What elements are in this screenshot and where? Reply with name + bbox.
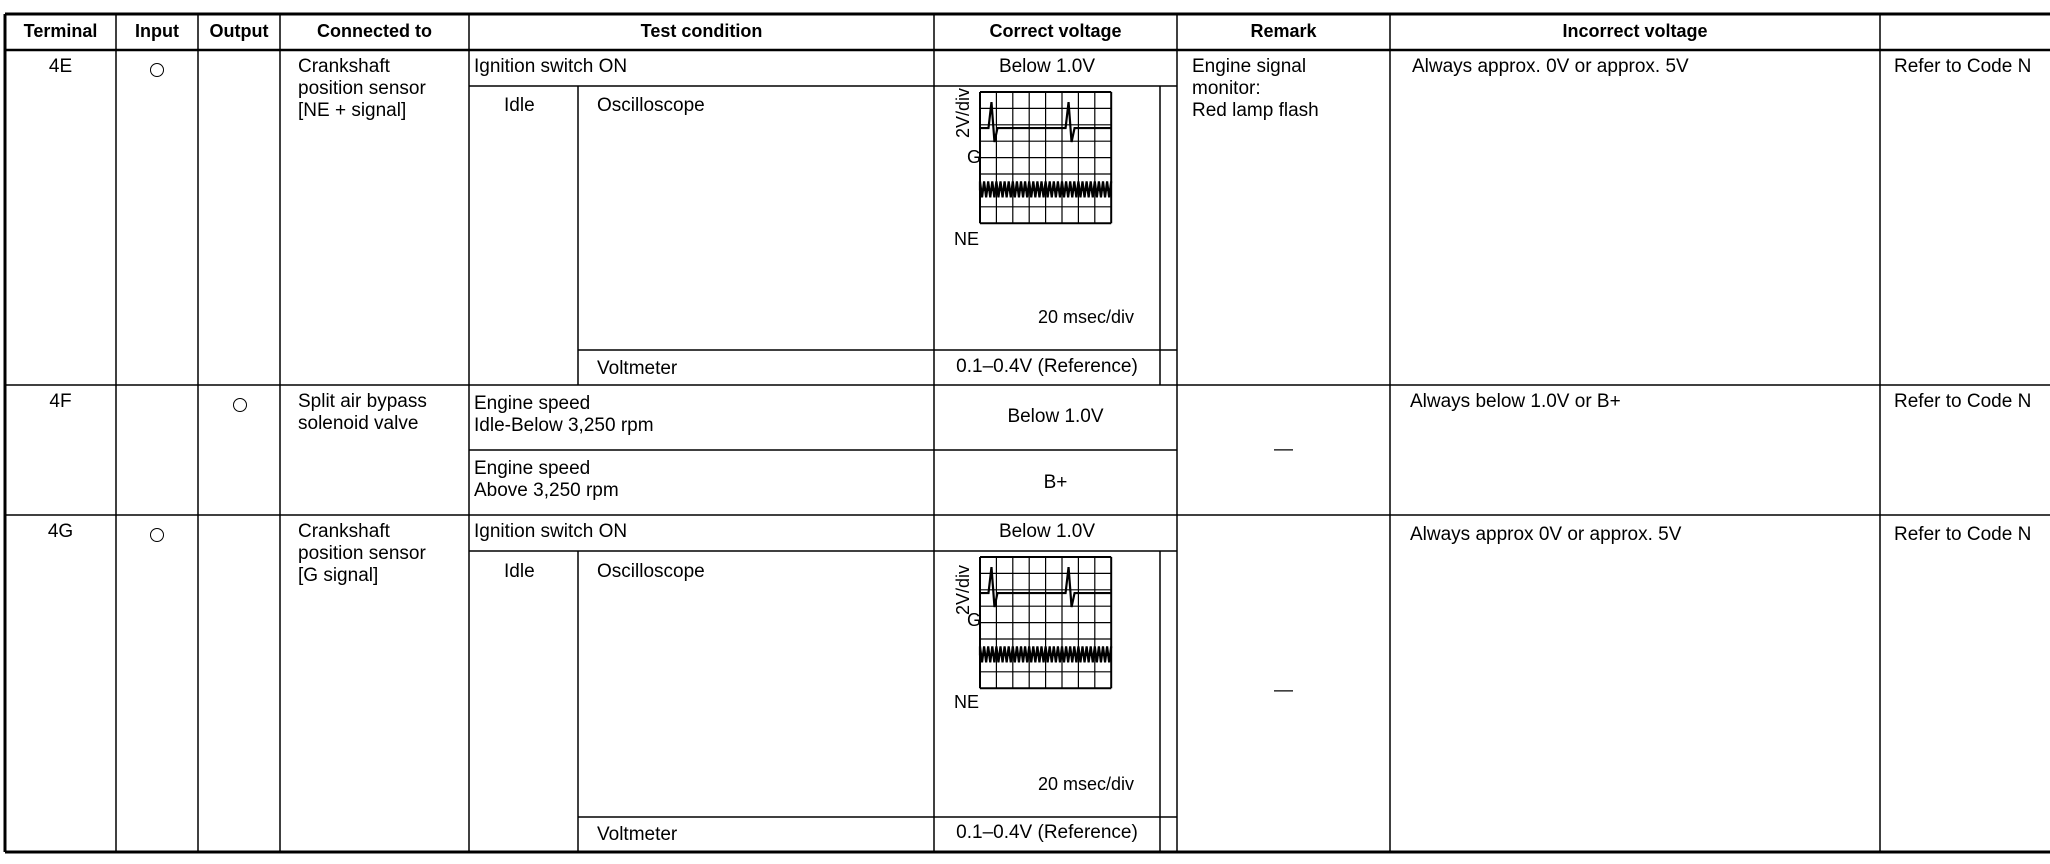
scope-ne-label: NE bbox=[954, 692, 980, 712]
scope-vdiv-label: 2V/div bbox=[953, 564, 973, 615]
row-4g-voltage: Below 1.0V bbox=[998, 521, 1096, 542]
output-mark-icon bbox=[233, 398, 247, 412]
row-4g-condition: Ignition switch ON bbox=[474, 521, 628, 542]
row-4f-incorrect-voltage: Always below 1.0V or B+ bbox=[1410, 391, 1621, 412]
header-test-condition: Test condition bbox=[640, 21, 763, 41]
row-4e-voltmeter-voltage: 0.1–0.4V (Reference) bbox=[956, 356, 1138, 377]
row-4e-refer: Refer to Code N bbox=[1894, 56, 2032, 77]
header-correct-voltage: Correct voltage bbox=[989, 21, 1122, 41]
row-4f-condition-1: Engine speed Idle-Below 3,250 rpm bbox=[474, 393, 654, 436]
row-4f-condition-2: Engine speed Above 3,250 rpm bbox=[474, 458, 619, 501]
header-input: Input bbox=[135, 21, 179, 41]
row-4f-terminal: 4F bbox=[49, 391, 72, 412]
header-connected-to: Connected to bbox=[317, 21, 432, 41]
row-4f-voltage-2: B+ bbox=[1043, 472, 1068, 493]
row-4g-oscilloscope: Oscilloscope bbox=[597, 561, 705, 582]
row-4e-idle: Idle bbox=[504, 95, 535, 116]
row-4f-refer: Refer to Code N bbox=[1894, 391, 2032, 412]
scope-tdiv-label: 20 msec/div bbox=[1038, 774, 1135, 794]
row-4g-refer: Refer to Code N bbox=[1894, 524, 2032, 545]
row-4e-voltmeter: Voltmeter bbox=[597, 358, 678, 379]
row-4f-connected-to: Split air bypass solenoid valve bbox=[298, 391, 427, 434]
row-4e-voltage: Below 1.0V bbox=[998, 56, 1096, 77]
scope-vdiv-label: 2V/div bbox=[953, 87, 973, 138]
row-4g-incorrect-voltage: Always approx 0V or approx. 5V bbox=[1410, 524, 1682, 545]
row-4g-terminal: 4G bbox=[47, 521, 74, 542]
row-4g-connected-to: Crankshaft position sensor [G signal] bbox=[298, 521, 426, 586]
row-4f-remark: — bbox=[1274, 439, 1293, 460]
header-remark: Remark bbox=[1250, 21, 1317, 41]
row-4g-voltmeter: Voltmeter bbox=[597, 824, 678, 845]
row-4e-oscilloscope: Oscilloscope bbox=[597, 95, 705, 116]
row-4e-incorrect-voltage: Always approx. 0V or approx. 5V bbox=[1412, 56, 1689, 77]
row-4f-voltage-1: Below 1.0V bbox=[1007, 406, 1104, 427]
oscilloscope-waveform-g bbox=[934, 551, 1160, 817]
row-4e-connected-to: Crankshaft position sensor [NE + signal] bbox=[298, 56, 426, 121]
header-terminal: Terminal bbox=[23, 21, 98, 41]
scope-g-label: G bbox=[967, 610, 982, 630]
header-output: Output bbox=[209, 21, 269, 41]
input-mark-icon bbox=[150, 63, 164, 77]
row-4g-voltmeter-voltage: 0.1–0.4V (Reference) bbox=[956, 822, 1138, 843]
scope-ne-label: NE bbox=[954, 229, 980, 249]
row-4e-condition: Ignition switch ON bbox=[474, 56, 628, 77]
scope-tdiv-label: 20 msec/div bbox=[1038, 307, 1135, 327]
row-4e-terminal: 4E bbox=[48, 56, 73, 77]
row-4g-remark: — bbox=[1274, 680, 1293, 701]
oscilloscope-waveform-ne bbox=[934, 86, 1160, 350]
header-incorrect-voltage: Incorrect voltage bbox=[1562, 21, 1708, 41]
row-4g-idle: Idle bbox=[504, 561, 535, 582]
input-mark-icon bbox=[150, 528, 164, 542]
row-4e-remark: Engine signal monitor: Red lamp flash bbox=[1192, 56, 1319, 121]
scope-g-label: G bbox=[967, 147, 982, 167]
